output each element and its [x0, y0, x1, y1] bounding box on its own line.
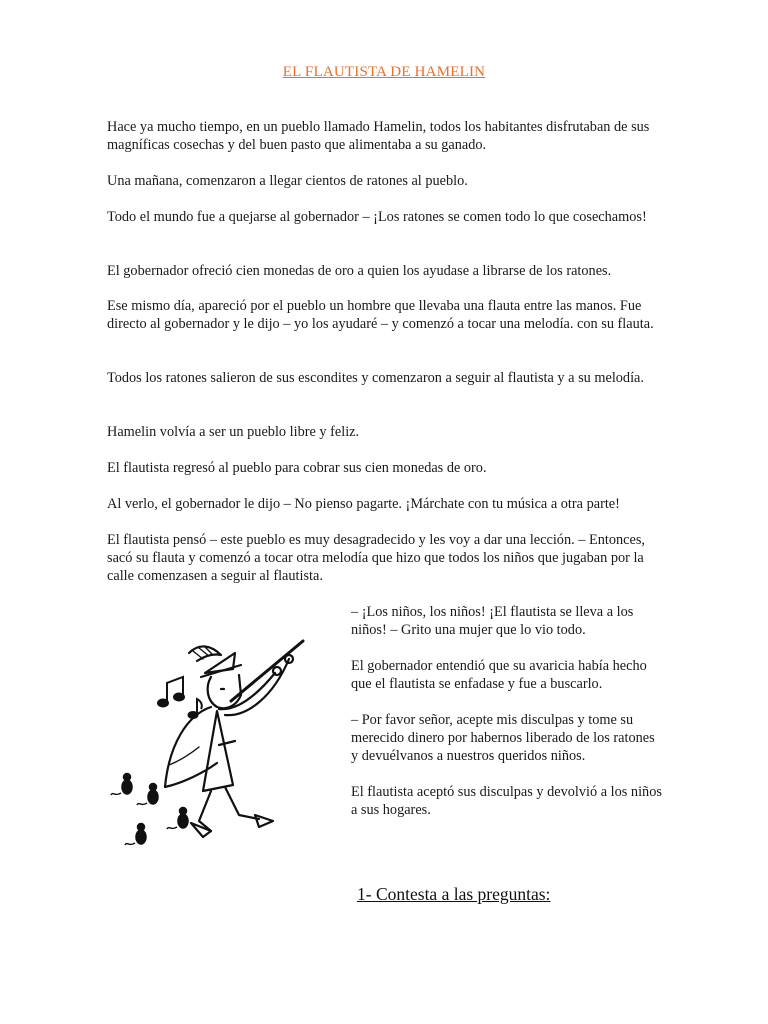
- paragraph-final: El flautista aceptó sus disculpas y devolvió a los niños a sus hogares.: [351, 784, 662, 818]
- paragraph-flautista-llega: Ese mismo día, apareció por el pueblo un hombre que llevaba una flauta entre las manos. Fue directo al gobernador y le dijo – yo los ayudaré – y comenzó a tocar una melodía. con su flauta.: [107, 298, 654, 332]
- paragraph-ratones-siguen: Todos los ratones salieron de sus escondites y comenzaron a seguir al flautista y a su melodía.: [107, 370, 644, 386]
- paragraph-disculpas: – Por favor señor, acepte mis disculpas y tome su merecido dinero por habernos liberado de los ratones y devuélvanos a nuestros queridos niños.: [351, 712, 655, 764]
- paragraph-intro: Hace ya mucho tiempo, en un pueblo llamado Hamelin, todos los habitantes disfrutaban de sus magníficas cosechas y del buen pasto que alimentaba a su ganado.: [107, 119, 650, 153]
- pied-piper-illustration: [107, 615, 337, 860]
- document-title: EL FLAUTISTA DE HAMELIN: [282, 64, 486, 80]
- paragraph-ratones-llegan: Una mañana, comenzaron a llegar cientos de ratones al pueblo.: [107, 173, 468, 189]
- paragraph-oferta: El gobernador ofreció cien monedas de oro a quien los ayudase a librarse de los ratones.: [107, 263, 612, 279]
- paragraph-leccion: El flautista pensó – este pueblo es muy desagradecido y les voy a dar una lección. – Entonces, sacó su flauta y comenzó a tocar otra melodía que hizo que todos los niños que jugaban por la calle comenzasen a seguir al flautista.: [107, 532, 645, 584]
- paragraph-ninos: – ¡Los niños, los niños! ¡El flautista se lleva a los niños! – Grito una mujer que lo vio todo.: [351, 604, 634, 638]
- paragraph-avaricia: El gobernador entendió que su avaricia había hecho que el flautista se enfadase y fue a buscarlo.: [351, 658, 647, 692]
- paragraph-cobrar: El flautista regresó al pueblo para cobrar sus cien monedas de oro.: [107, 460, 487, 476]
- paragraph-no-pagar: Al verlo, el gobernador le dijo – No pienso pagarte. ¡Márchate con tu música a otra parte!: [107, 496, 620, 512]
- paragraph-quejas: Todo el mundo fue a quejarse al gobernador – ¡Los ratones se comen todo lo que cosechamos!: [107, 209, 647, 225]
- section-heading: 1- Contesta a las preguntas:: [357, 884, 551, 904]
- paragraph-pueblo-libre: Hamelin volvía a ser un pueblo libre y feliz.: [107, 424, 360, 440]
